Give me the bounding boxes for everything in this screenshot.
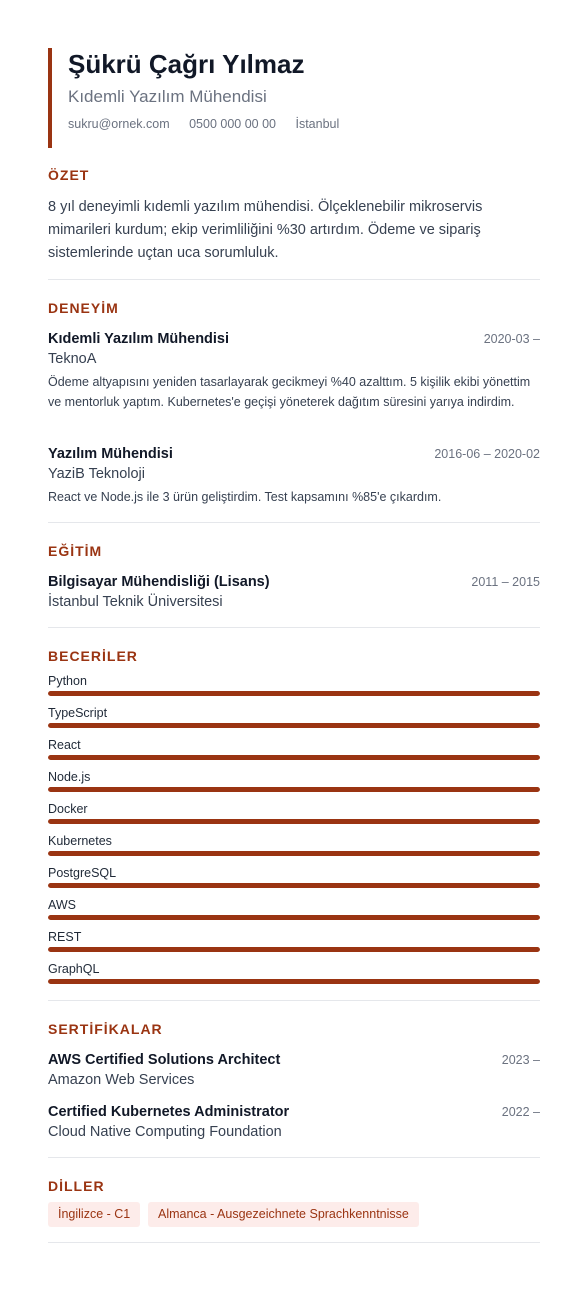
skill-label: PostgreSQL — [48, 866, 117, 880]
job-description: React ve Node.js ile 3 ürün geliştirdim. Test kapsamını %85'e çıkardım. — [48, 490, 442, 504]
section-divider — [48, 522, 540, 523]
skill-bar — [48, 787, 540, 792]
certification-issuer: Cloud Native Computing Foundation — [48, 1124, 282, 1140]
job-company: YaziB Teknoloji — [48, 466, 145, 482]
section-divider — [48, 279, 540, 280]
resume-header — [48, 48, 538, 148]
person-name: Şükrü Çağrı Yılmaz — [68, 49, 305, 79]
section-title-certifications: SERTİFİKALAR — [48, 1021, 163, 1037]
skill-label: Docker — [48, 802, 88, 816]
skill-bar-fill — [48, 947, 540, 952]
job-company: TeknoA — [48, 351, 97, 367]
skill-bar-fill — [48, 915, 540, 920]
contact-line — [68, 116, 355, 132]
section-title-summary: ÖZET — [48, 167, 90, 183]
certification-date: 2022 – — [501, 1105, 540, 1119]
certification-name: Certified Kubernetes Administrator — [48, 1104, 290, 1120]
skill-bar — [48, 723, 540, 728]
job-date: 2016-06 – 2020-02 — [434, 447, 540, 461]
skill-label: REST — [48, 930, 82, 944]
skill-label: GraphQL — [48, 962, 100, 976]
certification-issuer: Amazon Web Services — [48, 1072, 195, 1088]
skill-bar — [48, 883, 540, 888]
job-date: 2020-03 – — [483, 332, 540, 346]
section-title-languages: DİLLER — [48, 1178, 105, 1194]
skill-bar-fill — [48, 691, 540, 696]
skill-label: React — [48, 738, 81, 752]
skill-bar — [48, 755, 540, 760]
contact-location: İstanbul — [295, 117, 340, 131]
section-title-experience: DENEYİM — [48, 300, 119, 316]
skill-bar-fill — [48, 979, 540, 984]
skill-bar — [48, 947, 540, 952]
language-badge: İngilizce - C1 — [48, 1202, 140, 1227]
skill-label: TypeScript — [48, 706, 108, 720]
section-divider — [48, 1157, 540, 1158]
skill-label: Python — [48, 674, 87, 688]
job-title: Kıdemli Yazılım Mühendisi — [48, 331, 230, 347]
skill-label: Kubernetes — [48, 834, 112, 848]
skill-bar-fill — [48, 755, 540, 760]
person-role: Kıdemli Yazılım Mühendisi — [68, 87, 267, 106]
section-divider — [48, 1000, 540, 1001]
skill-bar-fill — [48, 883, 540, 888]
job-title: Yazılım Mühendisi — [48, 446, 173, 462]
skill-label: Node.js — [48, 770, 91, 784]
section-title-skills: BECERİLER — [48, 648, 138, 664]
skill-bar-fill — [48, 787, 540, 792]
skill-bar-fill — [48, 723, 540, 728]
skill-bar — [48, 915, 540, 920]
education-date: 2011 – 2015 — [471, 575, 540, 589]
skill-bar-fill — [48, 851, 540, 856]
education-school: İstanbul Teknik Üniversitesi — [48, 594, 223, 610]
skill-bar — [48, 691, 540, 696]
skill-bar — [48, 979, 540, 984]
language-badge: Almanca - Ausgezeichnete Sprachkenntnisse — [148, 1202, 419, 1227]
skill-bar — [48, 851, 540, 856]
certification-date: 2023 – — [501, 1053, 540, 1067]
contact-email[interactable]: sukru@ornek.com — [68, 117, 170, 131]
summary-text: 8 yıl deneyimli kıdemli yazılım mühendisi. Ölçeklenebilir mikroservis mimarileri kurdum; ekip verimliliğini %30 artırdım. Ödeme ve sipariş sistemlerinde uçtan uca sorumluluk. — [48, 199, 483, 261]
skill-bar-fill — [48, 819, 540, 824]
certification-name: AWS Certified Solutions Architect — [48, 1052, 281, 1068]
section-divider — [48, 627, 540, 628]
education-degree: Bilgisayar Mühendisliği (Lisans) — [48, 574, 270, 590]
section-title-education: EĞİTİM — [48, 543, 103, 559]
skill-label: AWS — [48, 898, 77, 912]
job-description: Ödeme altyapısını yeniden tasarlayarak gecikmeyi %40 azalttım. 5 kişilik ekibi yönettim ve mentorluk yaptım. Kubernetes'e geçişi yöneterek dağıtım süresini yarıya indirdim. — [48, 375, 531, 409]
section-divider — [48, 1242, 540, 1243]
contact-phone[interactable]: 0500 000 00 00 — [189, 117, 276, 131]
skill-bar — [48, 819, 540, 824]
